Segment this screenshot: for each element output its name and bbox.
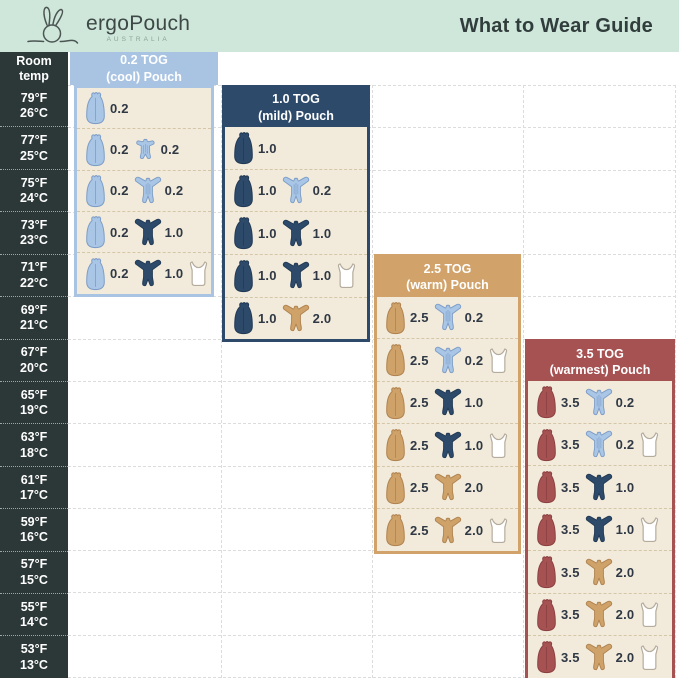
temp-c: 15°C [20, 572, 48, 587]
outfit-item [384, 386, 429, 420]
onesie-icon [434, 473, 462, 502]
pouch-icon [232, 131, 255, 165]
tog-value: 3.5 [561, 564, 580, 580]
outfit-row [77, 252, 211, 293]
panel-title-line: 3.5 TOG [576, 346, 624, 361]
outfit-row [377, 381, 518, 424]
onesie-icon [585, 388, 613, 417]
outfit-row [377, 423, 518, 466]
pouch-icon [535, 513, 558, 547]
temp-c: 20°C [20, 360, 48, 375]
temp-c: 22°C [20, 275, 48, 290]
outfit-row [528, 423, 672, 466]
outfit-item [535, 555, 580, 589]
outfit-item [535, 513, 580, 547]
panel-title [528, 342, 672, 381]
temp-row [0, 508, 68, 550]
outfit-item [434, 431, 484, 460]
temp-row [0, 254, 68, 296]
temp-row [0, 551, 68, 593]
tog-value: 1.0 [164, 266, 184, 282]
temp-f: 75°F [20, 175, 48, 190]
panel-title-line: (mild) Pouch [258, 108, 334, 123]
tog-value: 0.2 [110, 183, 129, 199]
tog-value: 0.2 [615, 394, 635, 410]
temp-c: 14°C [20, 615, 48, 630]
temp-f: 77°F [20, 133, 48, 148]
brand-text [86, 13, 190, 48]
outfit-item [434, 516, 484, 545]
onesie-icon [434, 516, 462, 545]
outfit-row [77, 88, 211, 128]
pouch-icon [384, 471, 407, 505]
panel-body [377, 297, 518, 551]
pouch-icon [232, 259, 255, 293]
outfit-item [585, 388, 635, 417]
tog-value: 3.5 [561, 437, 580, 453]
outfit-row [377, 508, 518, 550]
onesie-icon [434, 388, 462, 417]
pouch-icon [535, 555, 558, 589]
tog-value: 2.0 [312, 310, 332, 326]
onesie-icon [585, 515, 613, 544]
tog-value: 1.0 [464, 395, 484, 411]
tog-value: 1.0 [615, 522, 635, 538]
pouch-icon [384, 428, 407, 462]
pouch-icon [384, 301, 407, 335]
outfit-item [585, 515, 635, 544]
tog-value: 2.5 [410, 522, 429, 538]
tog-value: 1.0 [258, 225, 277, 241]
outfit-row [77, 128, 211, 169]
tog-value: 0.2 [110, 142, 129, 158]
panel-body [74, 85, 214, 297]
pouch-icon [384, 513, 407, 547]
tog-value: 1.0 [164, 224, 184, 240]
tog-value: 2.0 [464, 480, 484, 496]
romper-icon [134, 138, 158, 161]
outfit-item [282, 261, 332, 290]
temp-f: 57°F [20, 557, 48, 572]
tog-value: 2.0 [464, 522, 484, 538]
singlet-icon [639, 431, 660, 458]
room-temp-column [0, 52, 68, 678]
tog-value: 2.0 [615, 607, 635, 623]
singlet-icon [488, 432, 509, 459]
outfit-item [134, 259, 184, 288]
tog-panel-2-5 [374, 254, 521, 554]
temp-row [0, 85, 68, 126]
tog-value: 1.0 [258, 268, 277, 284]
top-banner [0, 0, 679, 52]
tog-value: 2.5 [410, 480, 429, 496]
temp-f: 53°F [20, 642, 48, 657]
temp-c: 23°C [20, 233, 48, 248]
pouch-icon [535, 470, 558, 504]
panel-body [225, 127, 367, 339]
outfit-item [384, 513, 429, 547]
outfit-item [384, 301, 429, 335]
outfit-item [434, 473, 484, 502]
temp-f: 63°F [20, 430, 48, 445]
temp-c: 26°C [20, 106, 48, 121]
outfit-row [225, 297, 367, 340]
outfit-row [528, 465, 672, 508]
temp-f: 71°F [20, 260, 48, 275]
temp-row [0, 381, 68, 423]
outfit-item [134, 138, 180, 161]
outfit-item [232, 216, 277, 250]
outfit-item [535, 640, 580, 674]
panel-title-line: (warm) Pouch [406, 278, 489, 293]
pouch-icon [84, 91, 107, 125]
outfit-item [84, 174, 129, 208]
pouch-icon [232, 301, 255, 335]
brand-name: ergoPouch [86, 11, 191, 35]
temp-row [0, 593, 68, 635]
outfit-item [585, 558, 635, 587]
outfit-item [535, 598, 580, 632]
outfit-item [384, 471, 429, 505]
temp-row [0, 339, 68, 381]
onesie-icon [134, 176, 162, 205]
panel-title-line: 1.0 TOG [272, 92, 320, 107]
outfit-item [84, 133, 129, 167]
tog-value: 1.0 [312, 225, 332, 241]
temp-f: 79°F [20, 90, 48, 105]
tog-value: 0.2 [160, 142, 180, 158]
outfit-item [488, 347, 509, 374]
temp-f: 59°F [20, 514, 48, 529]
tog-value: 3.5 [561, 394, 580, 410]
outfit-item [84, 91, 129, 125]
onesie-icon [585, 643, 613, 672]
temp-c: 13°C [20, 657, 48, 672]
onesie-icon [134, 218, 162, 247]
temp-row [0, 635, 68, 677]
outfit-item [585, 600, 635, 629]
outfit-row [225, 127, 367, 169]
singlet-icon [639, 601, 660, 628]
pouch-icon [535, 385, 558, 419]
pouch-icon [384, 386, 407, 420]
tog-value: 0.2 [464, 310, 484, 326]
outfit-item [488, 517, 509, 544]
temp-row [0, 126, 68, 168]
panel-title-line: 0.2 TOG [120, 53, 168, 68]
bunny-logo-icon [26, 5, 80, 47]
onesie-icon [282, 304, 310, 333]
outfit-item [585, 430, 635, 459]
outfit-item [434, 346, 484, 375]
outfit-row [528, 381, 672, 423]
outfit-row [377, 466, 518, 509]
tog-value: 2.0 [615, 564, 635, 580]
outfit-item [384, 343, 429, 377]
temp-row [0, 466, 68, 508]
outfit-row [225, 169, 367, 212]
outfit-item [282, 304, 332, 333]
panel-title [377, 257, 518, 296]
panel-body [528, 381, 672, 678]
outfit-item [134, 176, 184, 205]
pouch-icon [535, 428, 558, 462]
pouch-icon [535, 598, 558, 632]
grid-vline [675, 85, 676, 678]
tog-panel-0-2 [70, 52, 218, 297]
outfit-row [377, 338, 518, 381]
temp-row [0, 169, 68, 211]
outfit-item [585, 473, 635, 502]
grid-vline [523, 85, 524, 678]
tog-value: 0.2 [110, 266, 129, 282]
outfit-item [434, 303, 484, 332]
tog-value: 0.2 [110, 100, 129, 116]
tog-value: 1.0 [615, 479, 635, 495]
tog-value: 2.5 [410, 437, 429, 453]
pouch-icon [384, 343, 407, 377]
guide-body [0, 52, 679, 678]
temp-row [0, 211, 68, 253]
temp-f: 61°F [20, 472, 48, 487]
outfit-item [232, 174, 277, 208]
temp-rows [0, 85, 68, 678]
tog-value: 3.5 [561, 522, 580, 538]
outfit-item [336, 262, 357, 289]
outfit-row [77, 170, 211, 211]
outfit-item [488, 432, 509, 459]
temp-row [0, 423, 68, 465]
singlet-icon [488, 517, 509, 544]
singlet-icon [336, 262, 357, 289]
panel-title [70, 52, 218, 85]
room-temp-header: Room temp [16, 54, 52, 83]
tog-value: 0.2 [464, 352, 484, 368]
temp-f: 65°F [20, 387, 48, 402]
singlet-icon [488, 347, 509, 374]
outfit-item [434, 388, 484, 417]
onesie-icon [585, 430, 613, 459]
temp-c: 24°C [20, 191, 48, 206]
outfit-item [84, 257, 129, 291]
outfit-item [84, 215, 129, 249]
temp-c: 25°C [20, 148, 48, 163]
outfit-item [282, 176, 332, 205]
pouch-icon [232, 174, 255, 208]
grid-vline [372, 85, 373, 678]
outfit-row [528, 593, 672, 636]
tog-value: 0.2 [312, 183, 332, 199]
tog-value: 3.5 [561, 649, 580, 665]
brand-logo [26, 5, 190, 47]
panel-title-line: (cool) Pouch [106, 69, 182, 84]
onesie-icon [585, 600, 613, 629]
outfit-row [528, 508, 672, 551]
outfit-item [134, 218, 184, 247]
temp-c: 21°C [20, 318, 48, 333]
tog-panel-1-0 [222, 85, 370, 342]
tog-value: 1.0 [258, 183, 277, 199]
temp-c: 19°C [20, 403, 48, 418]
temp-c: 17°C [20, 488, 48, 502]
pouch-icon [84, 257, 107, 291]
singlet-icon [639, 516, 660, 543]
outfit-row [77, 211, 211, 252]
temp-row [0, 296, 68, 338]
onesie-icon [282, 261, 310, 290]
tog-value: 3.5 [561, 479, 580, 495]
outfit-item [639, 644, 660, 671]
panel-title-line: 2.5 TOG [423, 261, 472, 276]
onesie-icon [585, 473, 613, 502]
tog-value: 2.5 [410, 352, 429, 368]
tog-value: 0.2 [110, 224, 129, 240]
pouch-icon [84, 133, 107, 167]
outfit-row [377, 297, 518, 339]
temp-f: 55°F [20, 599, 48, 614]
tog-value: 2.5 [410, 395, 429, 411]
onesie-icon [434, 431, 462, 460]
tog-value: 0.2 [164, 183, 184, 199]
tog-value: 3.5 [561, 607, 580, 623]
outfit-item [639, 431, 660, 458]
temp-c: 16°C [20, 530, 48, 545]
singlet-icon [188, 260, 209, 287]
temp-f: 73°F [20, 217, 48, 232]
onesie-icon [134, 259, 162, 288]
outfit-item [639, 601, 660, 628]
tog-value: 2.5 [410, 310, 429, 326]
pouch-icon [535, 640, 558, 674]
tog-value: 1.0 [312, 268, 332, 284]
outfit-item [232, 131, 277, 165]
onesie-icon [282, 219, 310, 248]
tog-panel-3-5 [525, 339, 675, 678]
outfit-item [535, 470, 580, 504]
panel-title-line: (warmest) Pouch [549, 362, 651, 377]
brand-subtitle: AUSTRALIA [106, 35, 170, 43]
onesie-icon [434, 346, 462, 375]
tog-value: 1.0 [464, 437, 484, 453]
panel-title [225, 88, 367, 127]
outfit-item [232, 259, 277, 293]
outfit-row [225, 211, 367, 254]
outfit-item [384, 428, 429, 462]
onesie-icon [282, 176, 310, 205]
singlet-icon [639, 644, 660, 671]
outfit-item [282, 219, 332, 248]
pouch-icon [232, 216, 255, 250]
outfit-row [528, 635, 672, 678]
outfit-row [528, 550, 672, 593]
outfit-item [535, 428, 580, 462]
onesie-icon [434, 303, 462, 332]
tog-value: 1.0 [258, 140, 277, 156]
outfit-item [639, 516, 660, 543]
tog-value: 1.0 [258, 310, 277, 326]
temp-c: 18°C [20, 445, 48, 460]
page-title: What to Wear Guide [459, 14, 653, 37]
outfit-item [585, 643, 635, 672]
pouch-icon [84, 174, 107, 208]
outfit-item [535, 385, 580, 419]
tog-value: 0.2 [615, 437, 635, 453]
pouch-icon [84, 215, 107, 249]
outfit-item [232, 301, 277, 335]
onesie-icon [585, 558, 613, 587]
temp-f: 67°F [20, 345, 48, 360]
tog-value: 2.0 [615, 649, 635, 665]
outfit-item [188, 260, 209, 287]
temp-f: 69°F [20, 302, 48, 317]
outfit-row [225, 254, 367, 297]
